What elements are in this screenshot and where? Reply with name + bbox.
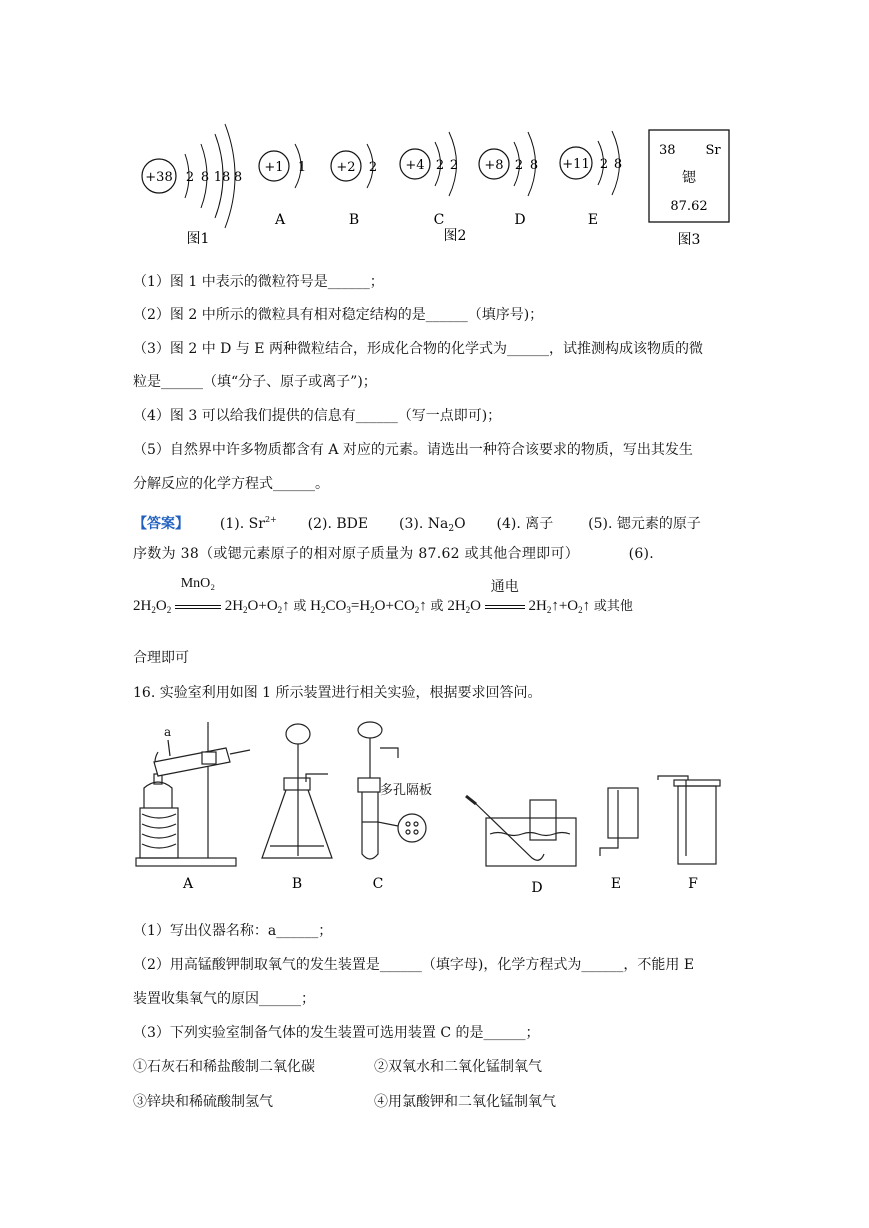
fig1-atom-diagram [142, 124, 242, 247]
fig1-shell-3: 18 [213, 170, 231, 185]
fig1-caption: 图1 [186, 231, 210, 247]
q15-part3-cont: 粒是______（填“分子、原子或离子”)； [133, 374, 377, 390]
svg-text:8: 8 [613, 157, 623, 172]
apparatus-f [658, 776, 720, 864]
q15-part4: （4）图 3 可以给我们提供的信息有______（写一点即可)； [133, 408, 502, 424]
apparatus-label-d: D [531, 880, 543, 896]
fig2-label-c: C [433, 212, 445, 228]
answer-equations: $2H_2O_2$ MnO₂ $2H_2O+O_2↑$ 或 $H_2CO_3=H_2O+CO_2↑$ 或 $2H_2O$ 通电 $2H_2↑+O_2↑$ 或其他 [133, 576, 633, 615]
answer-na2o: $Na_2O$ [427, 516, 466, 534]
fig1-shell-4: 8 [233, 170, 243, 185]
svg-text:2: 2 [368, 160, 378, 175]
q15-part2: （2）图 2 中所示的微粒具有相对稳定结构的是______（填序号)； [133, 307, 544, 323]
q16-part2-cont: 装置收集氧气的原因______； [133, 991, 315, 1007]
svg-text:8: 8 [529, 158, 539, 173]
q15-part5: （5）自然界中许多物质都含有 A 对应的元素。请选出一种符合该要求的物质，写出其发生 [133, 442, 693, 458]
apparatus-c [358, 722, 432, 859]
q15-part5-cont: 分解反应的化学方程式______。 [133, 476, 329, 492]
porous-plate-label: 多孔隔板 [380, 783, 433, 798]
fig3-element-name: 锶 [682, 170, 696, 186]
atomic-structure-figures [133, 110, 753, 260]
svg-text:2: 2 [514, 158, 524, 173]
svg-text:1: 1 [297, 160, 307, 175]
svg-text:2: 2 [599, 157, 609, 172]
apparatus-label-a: A [182, 876, 194, 892]
apparatus-a [136, 722, 250, 866]
q16-option-4: ④用氯酸钾和二氧化锰制氧气 [374, 1094, 556, 1110]
svg-text:+1: +1 [264, 160, 284, 175]
electrolysis-arrow: 通电 [485, 598, 525, 615]
fig1-shell-1: 2 [185, 170, 195, 185]
fig3-symbol: Sr [705, 143, 721, 158]
q16-part2: （2）用高锰酸钾制取氧气的发生装置是______（填字母)，化学方程式为______，不能用 E [133, 957, 695, 973]
fig2-label-a: A [274, 212, 286, 228]
svg-text:2: 2 [435, 158, 445, 173]
answer-line-1: 【答案】 (1). $Sr^{2+}$ (2). BDE (3). $Na_2O$ (4). 离子 (5). 锶元素的原子 [133, 515, 701, 534]
fig2-label-d: D [514, 212, 526, 228]
apparatus-label-e: E [610, 876, 622, 892]
fig2-particle-a [259, 144, 306, 228]
fig2-particle-e [560, 131, 622, 228]
fig3-element-card [649, 130, 729, 248]
fig2-particle-d [479, 132, 538, 228]
apparatus-label-b: B [291, 876, 303, 892]
catalyst-arrow: MnO₂ [175, 598, 221, 615]
lab-apparatus-figure [130, 718, 740, 900]
svg-text:+2: +2 [336, 160, 356, 175]
q15-part1: （1）图 1 中表示的微粒符号是______； [133, 274, 384, 290]
apparatus-label-c: C [372, 876, 384, 892]
fig1-nucleus: +38 [145, 170, 173, 185]
answer-sr-ion: $Sr^{2+}$ [248, 515, 277, 532]
label-a: a [164, 725, 172, 739]
q16-option-1: ①石灰石和稀盐酸制二氧化碳 [133, 1059, 315, 1075]
fig2-label-e: E [587, 212, 599, 228]
fig3-atomic-mass: 87.62 [670, 199, 708, 214]
svg-text:+4: +4 [405, 158, 425, 173]
apparatus-d [466, 796, 576, 866]
fig3-caption: 图3 [677, 232, 701, 248]
fig2-caption: 图2 [443, 228, 467, 244]
apparatus-b [262, 724, 332, 858]
fig2-particle-b [331, 144, 377, 228]
q16-title: 16. 实验室利用如图 1 所示装置进行相关实验，根据要求回答问。 [133, 685, 542, 701]
svg-text:2: 2 [449, 158, 459, 173]
fig3-atomic-number: 38 [659, 143, 676, 158]
svg-text:+11: +11 [562, 157, 590, 172]
fig2-particle-c [400, 132, 458, 228]
answer-tag: 【答案】 [133, 516, 189, 532]
q16-option-3: ③锌块和稀硫酸制氢气 [133, 1094, 273, 1110]
fig2-label-b: B [348, 212, 360, 228]
q16-part1: （1）写出仪器名称：a______； [133, 923, 333, 939]
svg-text:+8: +8 [484, 158, 504, 173]
q16-option-2: ②双氧水和二氧化锰制氧气 [374, 1059, 542, 1075]
q16-part3: （3）下列实验室制备气体的发生装置可选用装置 C 的是______； [133, 1025, 540, 1041]
fig1-shell-2: 8 [200, 170, 210, 185]
answer-line-last: 合理即可 [133, 650, 189, 666]
q15-part3: （3）图 2 中 D 与 E 两种微粒结合，形成化合物的化学式为______，试推测构成该物质的微 [133, 341, 703, 357]
apparatus-label-f: F [688, 876, 698, 892]
apparatus-e [600, 788, 638, 856]
answer-line-2: 序数为 38（或锶元素原子的相对原子质量为 87.62 或其他合理即可） (6). [133, 546, 655, 562]
